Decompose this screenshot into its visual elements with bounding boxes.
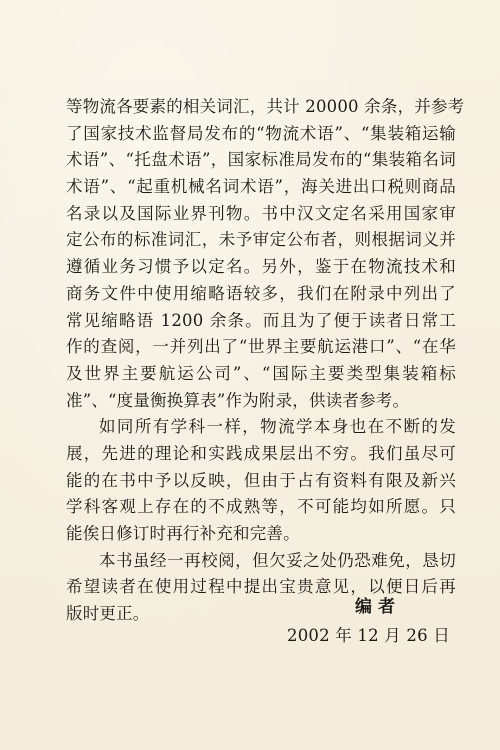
text-line: 术语”、“起重机械名词术语”，海关进出口税则商品 — [66, 177, 456, 197]
signature-date: 2002 年 12 月 26 日 — [287, 626, 450, 645]
text-line: 遵循业务习惯予以定名。另外，鉴于在物流技术和 — [66, 257, 456, 277]
text-line: 作的查阅，一并列出了“世界主要航运港口”、“在华 — [66, 337, 456, 357]
text-line: 了国家技术监督局发布的“物流术语”、“集装箱运输 — [66, 123, 456, 143]
text-line: 能的在书中予以反映，但由于占有资料有限及新兴 — [66, 470, 456, 490]
text-line: 及世界主要航运公司”、“国际主要类型集装箱标 — [66, 363, 456, 383]
editor-signature: 编者 — [355, 597, 401, 617]
text-line: 展，先进的理论和实践成果层出不穷。我们虽尽可 — [66, 443, 456, 463]
text-line: 术语”、“托盘术语”，国家标准局发布的“集装箱名词 — [66, 150, 456, 170]
text-line: 准”、“度量衡换算表”作为附录，供读者参考。 — [66, 390, 410, 410]
text-line: 版时更正。 — [66, 604, 150, 624]
text-line: 希望读者在使用过程中提出宝贵意见，以便日后再 — [66, 577, 456, 597]
text-line: 定公布的标准词汇，未予审定公布者，则根据词义并 — [66, 230, 456, 250]
text-line: 名录以及国际业界刊物。书中汉文定名采用国家审 — [66, 203, 456, 223]
preface-body-text — [66, 94, 465, 628]
text-line: 如同所有学科一样，物流学本身也在不断的发 — [99, 417, 456, 437]
text-line: 本书虽经一再校阅，但欠妥之处仍恐难免，恳切 — [99, 550, 456, 570]
text-line: 商务文件中使用缩略语较多，我们在附录中列出了 — [66, 283, 456, 303]
text-line: 常见缩略语 1200 余条。而且为了便于读者日常工 — [66, 310, 456, 330]
text-line: 学科客观上存在的不成熟等，不可能均如所愿。只 — [66, 497, 456, 517]
text-line: 能俟日修订时再行补充和完善。 — [66, 524, 300, 543]
text-line: 等物流各要素的相关词汇，共计 20000 余条，并参考 — [66, 97, 465, 116]
